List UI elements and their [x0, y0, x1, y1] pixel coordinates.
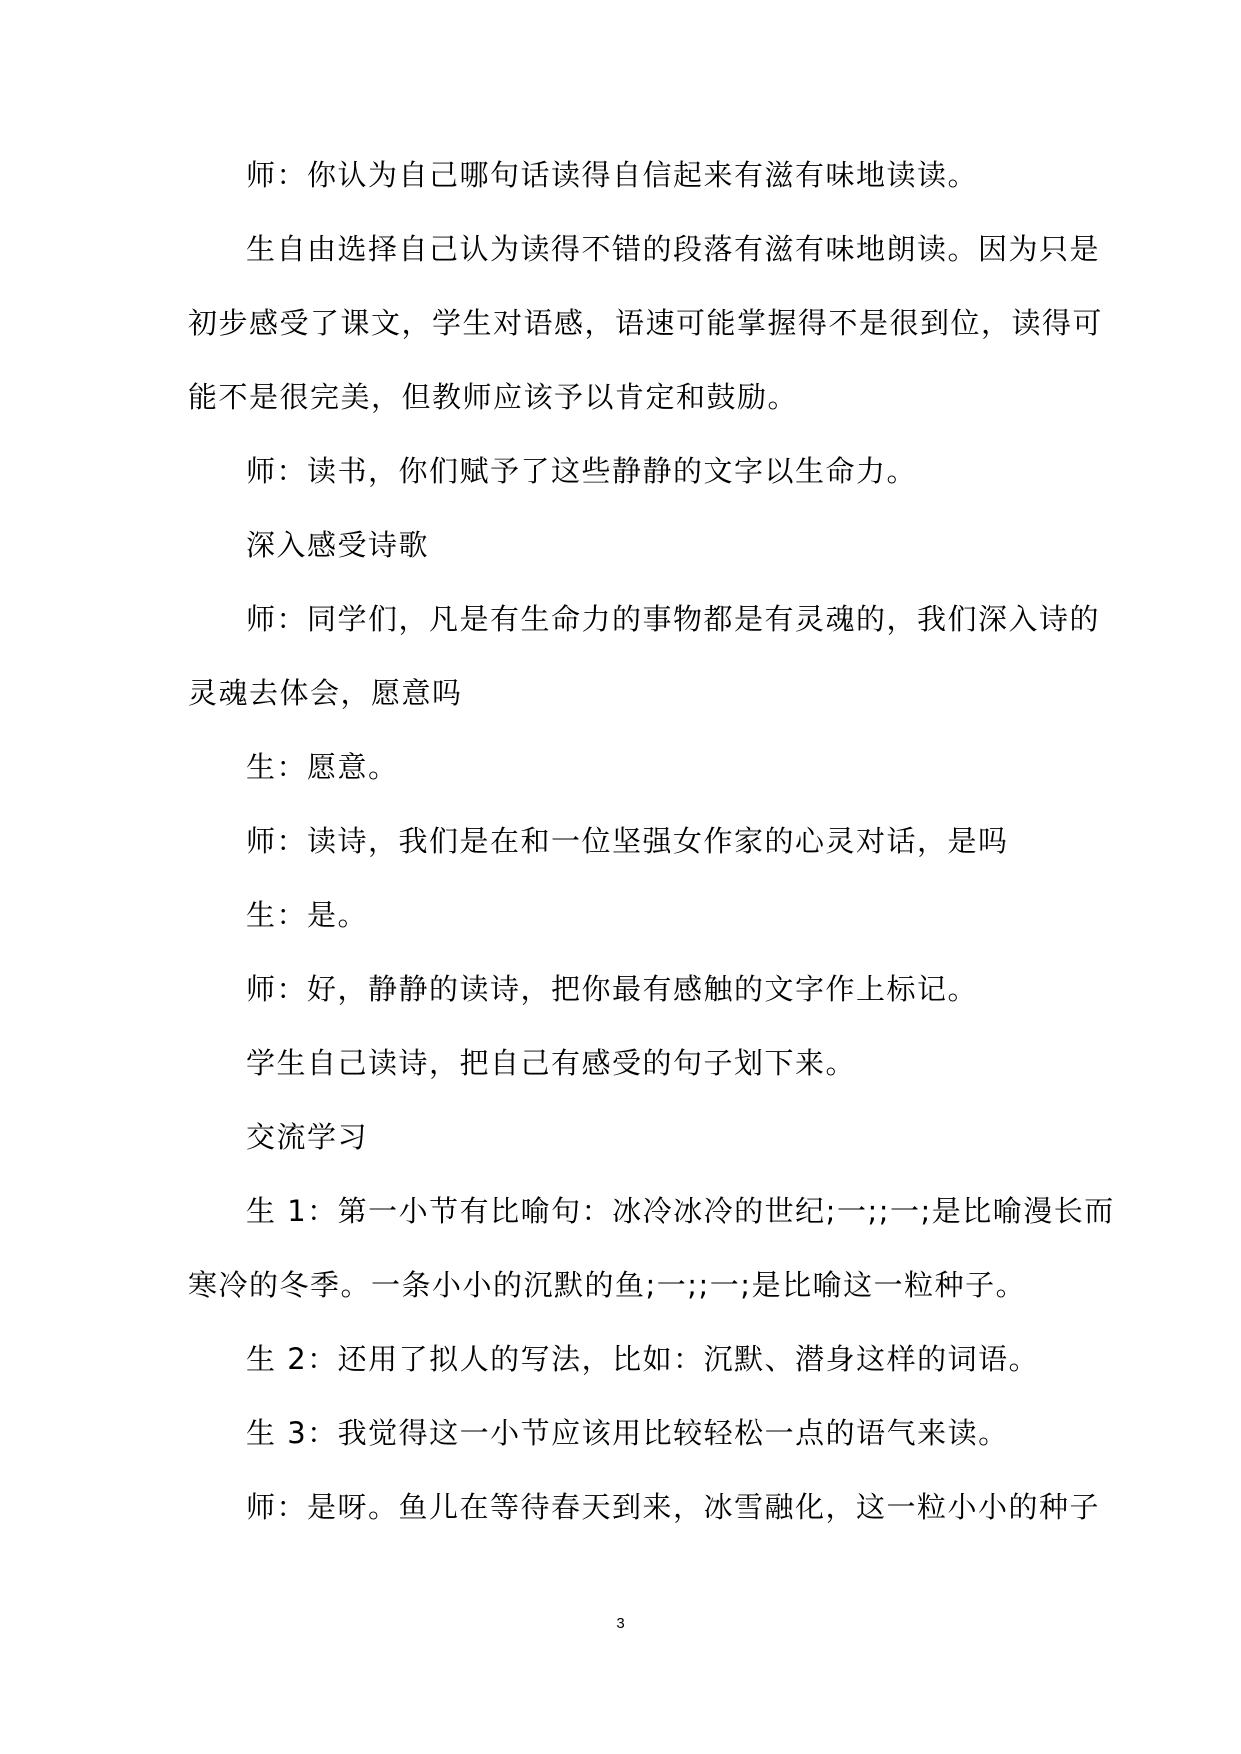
text-line: 初步感受了课文，学生对语感，语速可能掌握得不是很到位，读得可 [188, 306, 1104, 340]
text-line: 生 2：还用了拟人的写法，比如：沉默、潜身这样的词语。 [246, 1342, 1040, 1376]
text-line: 师：好，静静的读诗，把你最有感触的文字作上标记。 [246, 972, 979, 1006]
text-line: 生自由选择自己认为读得不错的段落有滋有味地朗读。因为只是 [246, 232, 1101, 266]
text-line: 生：是。 [246, 898, 369, 932]
text-line: 师：读诗，我们是在和一位坚强女作家的心灵对话，是吗 [246, 824, 1009, 858]
text-line: 能不是很完美，但教师应该予以肯定和鼓励。 [188, 380, 799, 414]
text-line: 寒冷的冬季。一条小小的沉默的鱼;一;;一;是比喻这一粒种子。 [188, 1268, 1027, 1302]
text-line: 师：是呀。鱼儿在等待春天到来，冰雪融化，这一粒小小的种子 [246, 1490, 1101, 1524]
text-line: 师：同学们，凡是有生命力的事物都是有灵魂的，我们深入诗的 [246, 602, 1101, 636]
section-heading: 深入感受诗歌 [246, 528, 430, 562]
text-line: 师：你认为自己哪句话读得自信起来有滋有味地读读。 [246, 158, 979, 192]
page-number: 3 [616, 1615, 625, 1632]
text-line: 灵魂去体会，愿意吗 [188, 676, 463, 710]
text-line: 生：愿意。 [246, 750, 399, 784]
text-line: 生 1：第一小节有比喻句：冰冷冰冷的世纪;一;;一;是比喻漫长而 [246, 1194, 1115, 1228]
text-line: 生 3：我觉得这一小节应该用比较轻松一点的语气来读。 [246, 1416, 1009, 1450]
text-line: 学生自己读诗，把自己有感受的句子划下来。 [246, 1046, 857, 1080]
section-heading: 交流学习 [246, 1120, 369, 1154]
text-line: 师：读书，你们赋予了这些静静的文字以生命力。 [246, 454, 918, 488]
